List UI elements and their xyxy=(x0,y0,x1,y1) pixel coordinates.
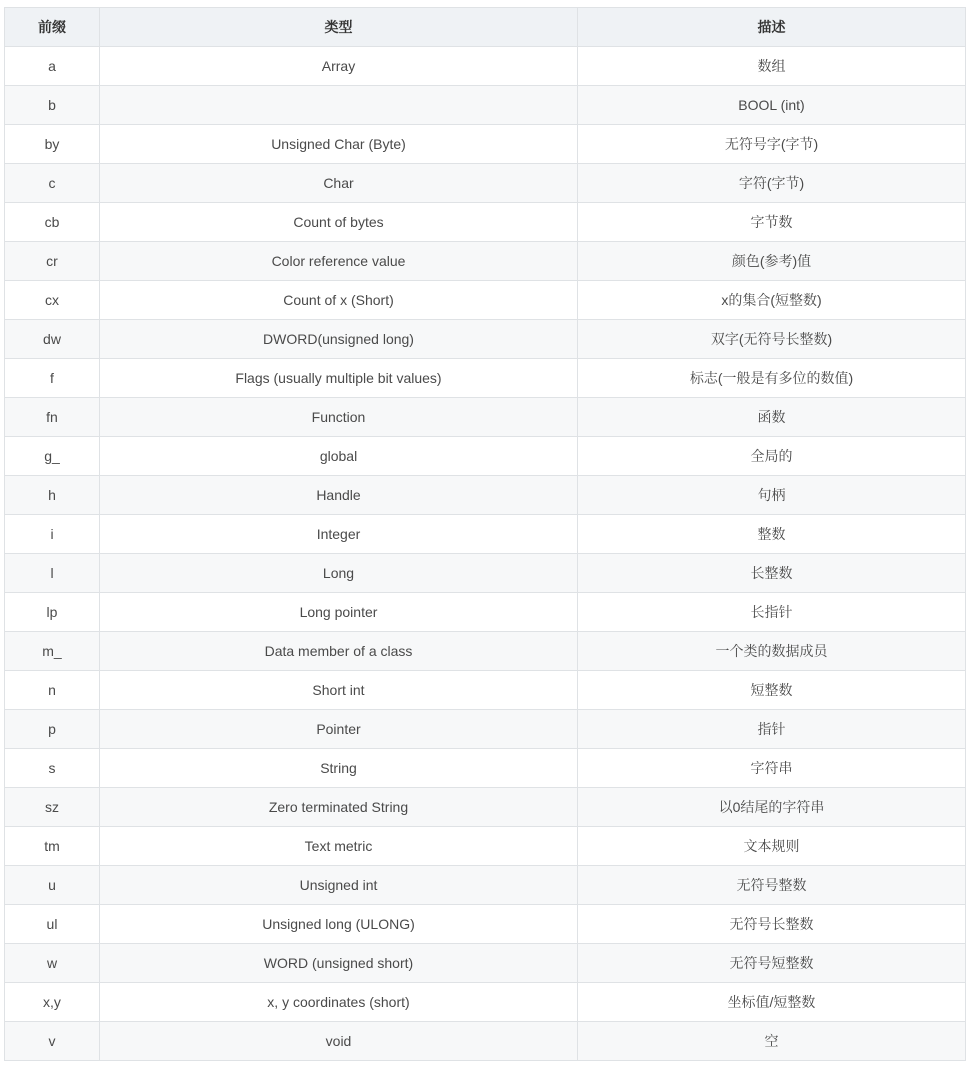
prefix-table-container xyxy=(4,7,965,1061)
cell-type: Long pointer xyxy=(100,593,578,632)
cell-prefix: h xyxy=(5,476,100,515)
cell-prefix: ul xyxy=(5,905,100,944)
table-row xyxy=(5,710,966,749)
cell-type: Text metric xyxy=(100,827,578,866)
cell-prefix: i xyxy=(5,515,100,554)
table-row xyxy=(5,47,966,86)
header-row xyxy=(5,8,966,47)
cell-description: 无符号字(字节) xyxy=(578,125,966,164)
cell-description: 指针 xyxy=(578,710,966,749)
header-description: 描述 xyxy=(578,8,966,47)
table-row xyxy=(5,86,966,125)
cell-description: 无符号长整数 xyxy=(578,905,966,944)
table-row xyxy=(5,866,966,905)
table-row xyxy=(5,905,966,944)
cell-prefix: fn xyxy=(5,398,100,437)
cell-prefix: l xyxy=(5,554,100,593)
table-row xyxy=(5,983,966,1022)
cell-prefix: cx xyxy=(5,281,100,320)
cell-type: Flags (usually multiple bit values) xyxy=(100,359,578,398)
cell-type: String xyxy=(100,749,578,788)
cell-type: Short int xyxy=(100,671,578,710)
cell-prefix: v xyxy=(5,1022,100,1061)
cell-type: void xyxy=(100,1022,578,1061)
cell-type: Count of bytes xyxy=(100,203,578,242)
cell-type: Function xyxy=(100,398,578,437)
table-row xyxy=(5,1022,966,1061)
cell-prefix: f xyxy=(5,359,100,398)
cell-type: Unsigned long (ULONG) xyxy=(100,905,578,944)
cell-description: 标志(一般是有多位的数值) xyxy=(578,359,966,398)
table-row xyxy=(5,788,966,827)
cell-prefix: p xyxy=(5,710,100,749)
cell-type: WORD (unsigned short) xyxy=(100,944,578,983)
prefix-table xyxy=(4,7,966,1061)
table-row xyxy=(5,632,966,671)
cell-prefix: sz xyxy=(5,788,100,827)
cell-type: x, y coordinates (short) xyxy=(100,983,578,1022)
cell-description: 无符号短整数 xyxy=(578,944,966,983)
cell-prefix: n xyxy=(5,671,100,710)
table-row xyxy=(5,398,966,437)
table-row xyxy=(5,749,966,788)
cell-prefix: w xyxy=(5,944,100,983)
table-row xyxy=(5,203,966,242)
table-row xyxy=(5,242,966,281)
cell-type: Unsigned int xyxy=(100,866,578,905)
cell-description: 颜色(参考)值 xyxy=(578,242,966,281)
cell-prefix: b xyxy=(5,86,100,125)
cell-prefix: dw xyxy=(5,320,100,359)
cell-type: Count of x (Short) xyxy=(100,281,578,320)
cell-description: 以0结尾的字符串 xyxy=(578,788,966,827)
cell-description: 长整数 xyxy=(578,554,966,593)
cell-type: Pointer xyxy=(100,710,578,749)
cell-description: 坐标值/短整数 xyxy=(578,983,966,1022)
cell-type: Data member of a class xyxy=(100,632,578,671)
cell-type: Array xyxy=(100,47,578,86)
cell-prefix: u xyxy=(5,866,100,905)
cell-description: 字符(字节) xyxy=(578,164,966,203)
cell-prefix: a xyxy=(5,47,100,86)
cell-description: x的集合(短整数) xyxy=(578,281,966,320)
cell-description: 函数 xyxy=(578,398,966,437)
table-row xyxy=(5,281,966,320)
cell-description: 空 xyxy=(578,1022,966,1061)
cell-type: Long xyxy=(100,554,578,593)
header-type: 类型 xyxy=(100,8,578,47)
table-row xyxy=(5,671,966,710)
cell-prefix: by xyxy=(5,125,100,164)
table-row xyxy=(5,593,966,632)
table-row xyxy=(5,944,966,983)
cell-description: 一个类的数据成员 xyxy=(578,632,966,671)
table-row xyxy=(5,359,966,398)
cell-type: global xyxy=(100,437,578,476)
cell-prefix: c xyxy=(5,164,100,203)
header-prefix: 前缀 xyxy=(5,8,100,47)
cell-prefix: lp xyxy=(5,593,100,632)
table-body xyxy=(5,47,966,1061)
cell-description: 文本规则 xyxy=(578,827,966,866)
cell-description: 字符串 xyxy=(578,749,966,788)
cell-type: DWORD(unsigned long) xyxy=(100,320,578,359)
cell-type: Char xyxy=(100,164,578,203)
table-row xyxy=(5,515,966,554)
cell-description: 数组 xyxy=(578,47,966,86)
cell-description: BOOL (int) xyxy=(578,86,966,125)
cell-type: Handle xyxy=(100,476,578,515)
cell-prefix: x,y xyxy=(5,983,100,1022)
table-header xyxy=(5,8,966,47)
cell-description: 长指针 xyxy=(578,593,966,632)
table-row xyxy=(5,125,966,164)
cell-description: 双字(无符号长整数) xyxy=(578,320,966,359)
cell-type: Color reference value xyxy=(100,242,578,281)
table-row xyxy=(5,476,966,515)
cell-type: Zero terminated String xyxy=(100,788,578,827)
table-row xyxy=(5,554,966,593)
table-row xyxy=(5,437,966,476)
cell-type: Unsigned Char (Byte) xyxy=(100,125,578,164)
cell-description: 字节数 xyxy=(578,203,966,242)
cell-prefix: cb xyxy=(5,203,100,242)
table-row xyxy=(5,164,966,203)
cell-description: 句柄 xyxy=(578,476,966,515)
cell-type: Integer xyxy=(100,515,578,554)
cell-type xyxy=(100,86,578,125)
cell-prefix: cr xyxy=(5,242,100,281)
cell-prefix: g_ xyxy=(5,437,100,476)
cell-description: 全局的 xyxy=(578,437,966,476)
cell-prefix: tm xyxy=(5,827,100,866)
table-row xyxy=(5,827,966,866)
cell-prefix: m_ xyxy=(5,632,100,671)
table-row xyxy=(5,320,966,359)
cell-prefix: s xyxy=(5,749,100,788)
cell-description: 整数 xyxy=(578,515,966,554)
cell-description: 无符号整数 xyxy=(578,866,966,905)
cell-description: 短整数 xyxy=(578,671,966,710)
